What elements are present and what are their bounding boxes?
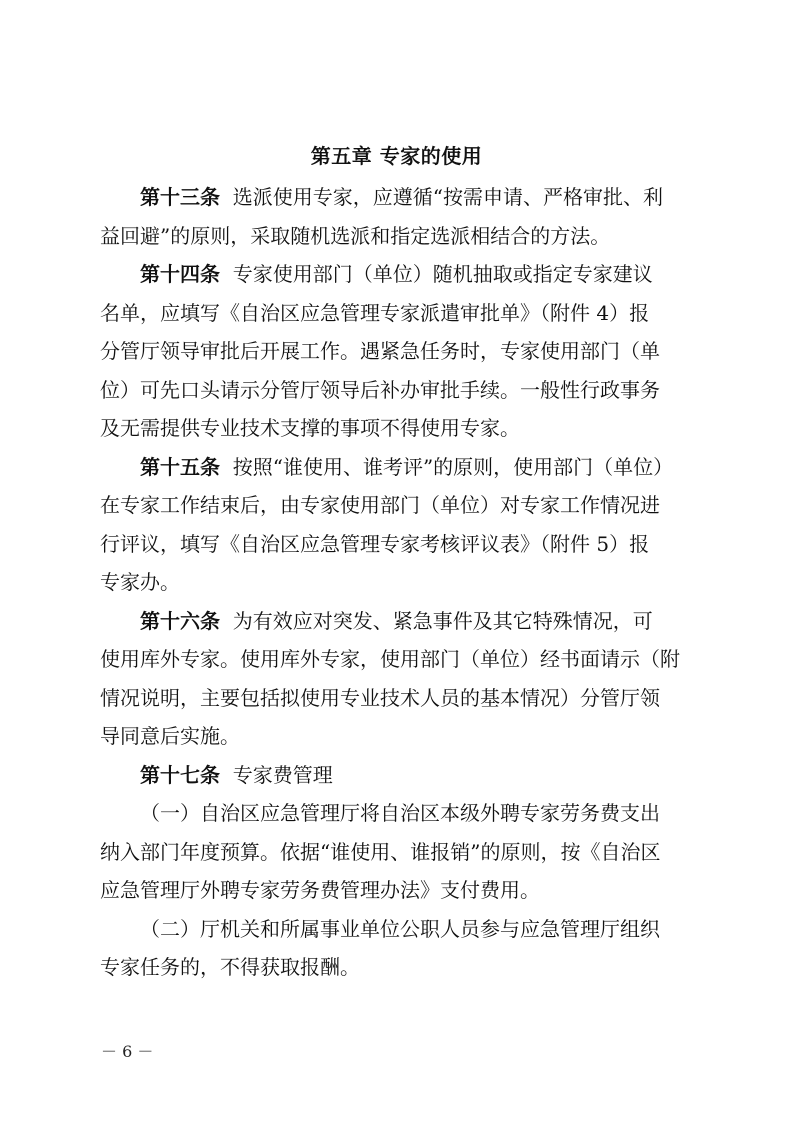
- page-number: － 6 －: [101, 1042, 154, 1061]
- article-line: 导同意后实施。: [100, 724, 240, 748]
- article-label: 第十七条: [140, 762, 220, 787]
- article-line: 专家使用部门（单位）随机抽取或指定专家建议: [232, 262, 653, 286]
- article-line: 分管厅领导审批后开展工作。遇紧急任务时，专家使用部门（单: [100, 339, 660, 363]
- article-line: 使用库外专家。使用库外专家，使用部门（单位）经书面请示（附: [100, 647, 680, 671]
- article-line: 专家费管理: [232, 762, 333, 787]
- article-line: 及无需提供专业技术支撑的事项不得使用专家。: [100, 416, 520, 440]
- chapter-title: 第五章 专家的使用: [310, 144, 483, 168]
- article-17: [100, 756, 700, 795]
- article-line: 为有效应对突发、紧急事件及其它特殊情况，可: [232, 608, 653, 633]
- article-13: [100, 178, 700, 255]
- article-label: 第十三条: [140, 185, 220, 209]
- article-line: 专家办。: [100, 570, 180, 594]
- article-line: 按照“谁使用、谁考评”的原则，使用部门（单位）: [232, 454, 674, 479]
- article-15: [100, 448, 700, 602]
- article-16: [100, 602, 700, 756]
- clause-line: 应急管理厅外聘专家劳务费管理办法》支付费用。: [100, 878, 540, 902]
- article-line: 位）可先口头请示分管厅领导后补办审批手续。一般性行政事务: [100, 377, 660, 402]
- article-line: 名单，应填写《自治区应急管理专家派遣审批单》（附件 4）报: [100, 300, 650, 325]
- clause-line: 专家任务的，不得获取报酬。: [100, 955, 360, 979]
- article-line: 行评议，填写《自治区应急管理专家考核评议表》（附件 5）报: [100, 531, 650, 556]
- clause-line: 纳入部门年度预算。依据“谁使用、谁报销”的原则，按《自治区: [100, 839, 661, 864]
- article-label: 第十四条: [140, 262, 220, 286]
- document-body: [100, 178, 700, 987]
- article-label: 第十六条: [140, 608, 220, 633]
- clause-line: （一）自治区应急管理厅将自治区本级外聘专家劳务费支出: [140, 801, 660, 825]
- article-label: 第十五条: [140, 454, 220, 479]
- clause-2: [100, 910, 700, 987]
- article-14: [100, 255, 700, 448]
- article-line: 选派使用专家，应遵循“按需申请、严格审批、利: [232, 185, 663, 209]
- article-line: 在专家工作结束后，由专家使用部门（单位）对专家工作情况进: [100, 493, 660, 517]
- clause-line: （二）厅机关和所属事业单位公职人员参与应急管理厅组织: [140, 916, 660, 941]
- clause-1: [100, 794, 700, 910]
- article-line: 情况说明，主要包括拟使用专业技术人员的基本情况）分管厅领: [100, 685, 660, 710]
- article-line: 益回避”的原则，采取随机选派和指定选派相结合的方法。: [100, 223, 611, 248]
